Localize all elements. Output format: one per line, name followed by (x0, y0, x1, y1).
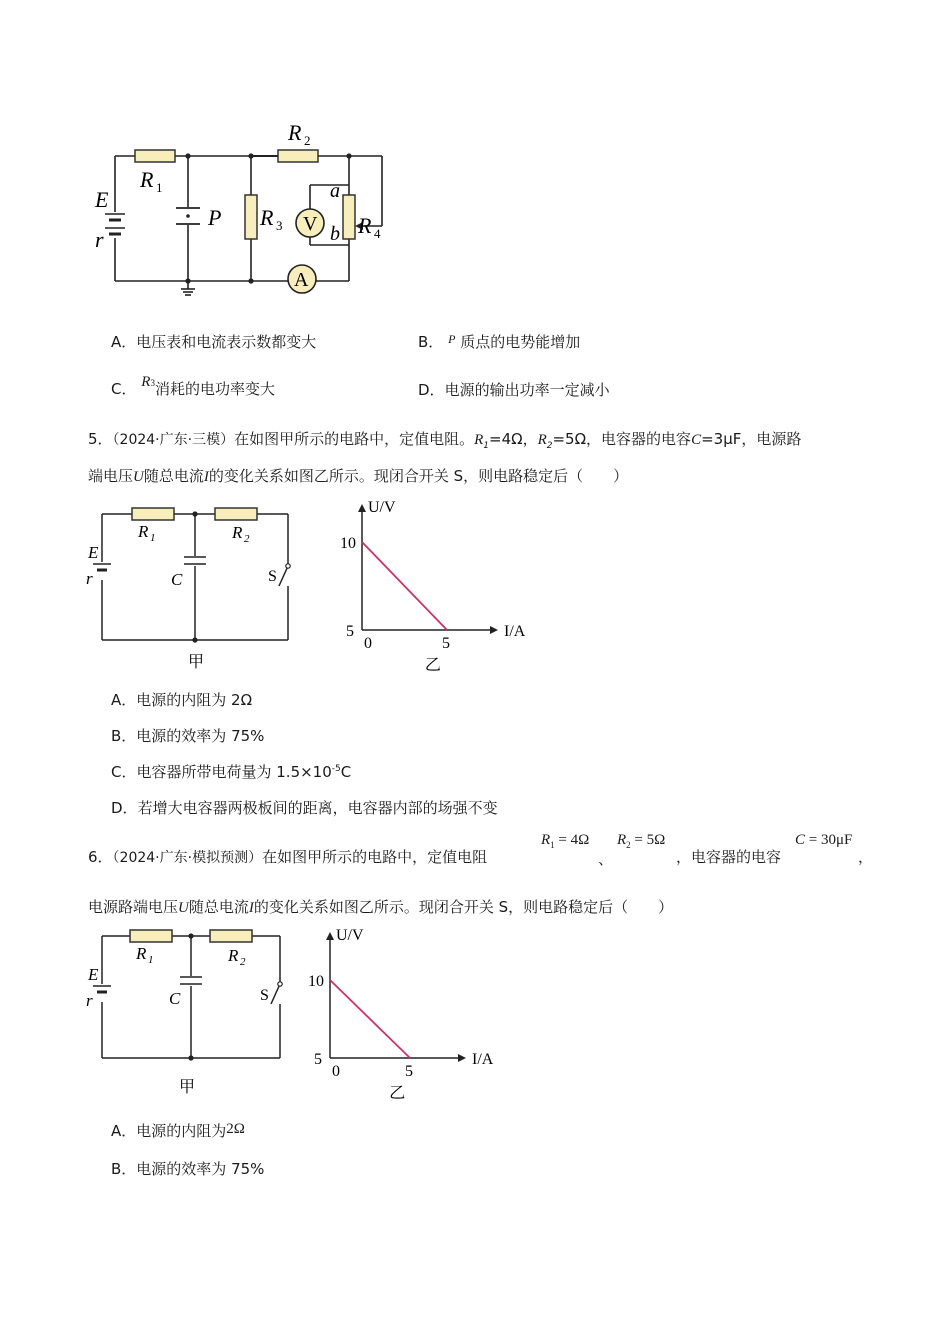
r1-subscript: 1 (148, 954, 154, 966)
r2-subscript: 2 (240, 956, 246, 968)
option-key: A． (111, 1122, 137, 1140)
capacitor-label: C (169, 989, 181, 1008)
y-tick-label: 5 (314, 1051, 322, 1068)
r1-sub: 1 (550, 840, 555, 850)
r1-value: = 4Ω (558, 832, 590, 848)
r1-sub: 1 (483, 441, 489, 451)
option-text: 若增大电容器两极板间的距离，电容器内部的场强不变 (137, 799, 498, 817)
option-key: A． (111, 333, 137, 351)
r2-symbol: R (537, 432, 547, 448)
r2-sub: 2 (626, 840, 631, 850)
switch-label: S (268, 568, 277, 585)
exponent: -5 (331, 764, 341, 774)
i-symbol: I (248, 900, 254, 916)
q5-option-d[interactable] (111, 797, 498, 818)
emf-label: E (88, 543, 99, 562)
series-line (362, 542, 447, 630)
q6-number: 6． (88, 848, 113, 866)
x-tick-label: 0 (364, 635, 372, 652)
node-a-label: a (330, 180, 340, 202)
y-tick-label: 10 (340, 535, 356, 552)
q5-source: （2024·广东·三模） (112, 432, 235, 448)
option-key: B． (418, 333, 444, 351)
q4-option-a[interactable] (111, 331, 316, 352)
q6-option-a[interactable] (111, 1120, 245, 1141)
q5-text: =4Ω， (489, 430, 538, 448)
r1-subscript: 1 (156, 180, 163, 195)
node-b-label: b (330, 223, 340, 245)
r2-label: R (232, 523, 243, 542)
y-tick-label: 10 (308, 973, 324, 990)
r1-label: R (136, 944, 147, 963)
r2-sub: 2 (546, 441, 553, 451)
q5-text: 随总电流 (143, 467, 204, 485)
emf-label: E (88, 965, 99, 984)
q6-text: 随总电流 (188, 898, 249, 916)
r3-subscript: 3 (276, 218, 283, 233)
r3-symbol-sub: 3 (150, 378, 155, 388)
option-key: A． (111, 691, 137, 709)
x-tick-label: 5 (405, 1063, 413, 1080)
c-formula (795, 832, 852, 849)
option-key: D． (111, 799, 138, 817)
q5-text: =3μF，电源路 (701, 430, 802, 448)
option-text: 电源的内阻为 2Ω (136, 691, 253, 709)
x-axis-arrow (458, 1054, 466, 1062)
r4-label: R (358, 213, 372, 238)
particle-p-label: P (208, 205, 222, 230)
option-text: 电源的内阻为 (136, 1122, 227, 1140)
q4-option-c[interactable] (111, 374, 275, 399)
q5-stem-line2 (88, 465, 628, 486)
q5-option-a[interactable] (111, 689, 252, 710)
emf-label: E (95, 187, 109, 212)
y-tick-label: 5 (346, 623, 354, 640)
figure-caption-yi: 乙 (424, 657, 441, 674)
option-text: 消耗的电功率变大 (154, 380, 275, 398)
figure-caption-jia: 甲 (188, 654, 205, 671)
unit: C (340, 763, 352, 781)
x-tick-label: 5 (442, 635, 450, 652)
q5-text: 的变化关系如图乙所示。现闭合开关 S，则电路稳定后（ ） (208, 467, 629, 485)
q6-stem-line1 (88, 846, 487, 867)
r2-subscript: 2 (304, 133, 311, 148)
circuit-figure-q5 (80, 500, 310, 675)
q6-text: 在如图甲所示的电路中，定值电阻 (262, 848, 488, 866)
q6-text: 的变化关系如图乙所示。现闭合开关 S，则电路稳定后（ ） (253, 898, 674, 916)
q6-text-end: ， (858, 848, 874, 866)
q4-option-d[interactable] (418, 379, 610, 400)
resistance-value: 2Ω (226, 1121, 245, 1137)
q5-option-b[interactable] (111, 725, 264, 746)
q5-text: =5Ω，电容器的电容 (552, 430, 692, 448)
u-symbol: U (133, 469, 144, 485)
r1-symbol: R (474, 432, 484, 448)
r4-subscript: 4 (374, 226, 381, 241)
internal-r-label: r (86, 569, 93, 588)
r2-symbol: R (617, 832, 627, 848)
separator: 、 (598, 850, 614, 868)
c-value: = 30μF (808, 832, 853, 848)
r1-label: R (138, 522, 149, 541)
option-key: B． (111, 1160, 137, 1178)
x-tick-label: 0 (332, 1063, 340, 1080)
option-text: 电源的输出功率一定减小 (444, 381, 610, 399)
x-axis-label: I/A (472, 1051, 494, 1068)
q6-option-b[interactable] (111, 1158, 264, 1179)
y-axis-arrow (326, 932, 334, 940)
u-i-chart-q5 (330, 490, 540, 680)
option-key: C． (111, 380, 137, 398)
circuit-figure-q4 (90, 115, 400, 305)
r2-label: R (228, 946, 239, 965)
q6-text: 电源路端电压 (88, 898, 179, 916)
i-symbol: I (203, 469, 209, 485)
x-axis-arrow (490, 626, 498, 634)
r2-label: R (288, 120, 302, 145)
option-text: 质点的电势能增加 (460, 333, 581, 351)
c-symbol: C (795, 832, 806, 848)
option-key: B． (111, 727, 137, 745)
r2-subscript: 2 (244, 533, 250, 545)
r3-symbol: R (141, 374, 151, 390)
switch-label: S (260, 987, 269, 1004)
q4-option-b[interactable] (418, 331, 580, 352)
r2-formula (617, 832, 665, 850)
figure-caption-yi: 乙 (389, 1085, 406, 1102)
r1-label: R (140, 167, 154, 192)
option-text: 电源的效率为 75% (136, 727, 265, 745)
c-symbol: C (691, 432, 702, 448)
figure-caption-jia: 甲 (179, 1079, 196, 1096)
option-key: C． (111, 763, 137, 781)
internal-r-label: r (95, 227, 104, 252)
q6-source: （2024·广东·模拟预测） (112, 850, 263, 866)
u-i-chart-q6 (298, 918, 508, 1108)
q6-text-mid: ，电容器的电容 (676, 848, 782, 866)
series-line (330, 980, 410, 1058)
q5-stem-line1 (88, 428, 801, 451)
p-symbol: P (448, 332, 456, 346)
y-axis-arrow (358, 504, 366, 512)
option-text: 电容器所带电荷量为 1.5×10 (136, 763, 332, 781)
option-text: 电压表和电流表示数都变大 (136, 333, 317, 351)
q5-text: 端电压 (88, 467, 134, 485)
q5-text: 在如图甲所示的电路中，定值电阻。 (234, 430, 475, 448)
q5-option-c[interactable] (111, 761, 351, 782)
voltmeter-label: V (303, 213, 318, 235)
r1-subscript: 1 (150, 532, 156, 544)
r1-symbol: R (541, 832, 551, 848)
y-axis-label: U/V (336, 927, 364, 944)
option-key: D． (418, 381, 445, 399)
q5-number: 5． (88, 430, 113, 448)
capacitor-label: C (171, 570, 183, 589)
internal-r-label: r (86, 991, 93, 1010)
circuit-figure-q6 (80, 922, 310, 1097)
y-axis-label: U/V (368, 499, 396, 516)
q6-stem-line2 (88, 896, 673, 917)
r2-value: = 5Ω (634, 832, 666, 848)
r3-label: R (260, 205, 274, 230)
option-text: 电源的效率为 75% (136, 1160, 265, 1178)
x-axis-label: I/A (504, 623, 526, 640)
u-symbol: U (178, 900, 189, 916)
r1-formula (541, 832, 589, 850)
ammeter-label: A (294, 269, 309, 291)
